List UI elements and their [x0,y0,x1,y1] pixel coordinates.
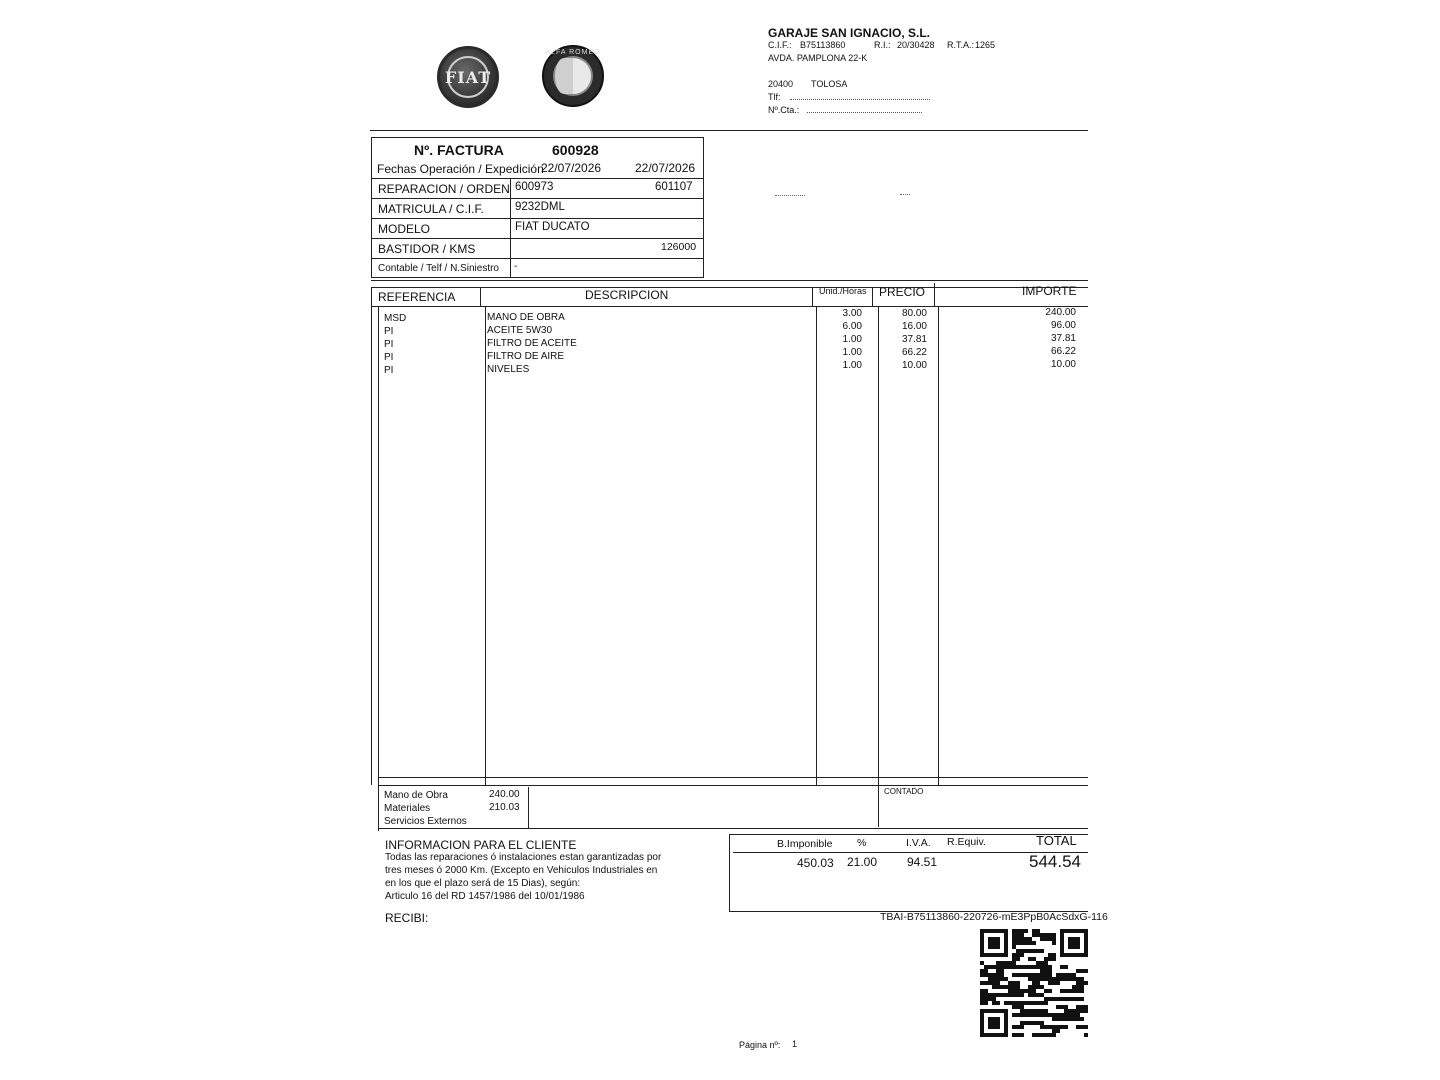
contact-value: - [514,261,518,272]
client-info-line: Articulo 16 del RD 1457/1986 del 10/01/1986 [385,891,585,902]
total-label: TOTAL [1036,833,1077,848]
row-reference: PI [384,365,394,376]
row-description: ACEITE 5W30 [487,325,553,336]
company-postal-code: 20400 [768,79,794,89]
row-units: 1.00 [842,334,862,345]
operation-date: 22/07/2026 [541,161,602,175]
company-address: AVDA. PAMPLONA 22-K [768,53,868,63]
alfa-logo-text: ALFA ROMEO [545,49,601,56]
labor-label: Mano de Obra [384,790,448,801]
model-label: MODELO [378,222,431,236]
client-info-line: Todas las reparaciones ó instalaciones estan garantizadas por [385,852,662,863]
row-units: 3.00 [842,308,862,319]
company-tel-label: Tlf: [768,92,781,102]
row-reference: MSD [384,313,407,324]
plate-label: MATRICULA / C.I.F. [378,202,484,216]
row-amount: 96.00 [1050,320,1076,331]
row-description: FILTRO DE ACEITE [487,338,577,349]
client-info-title: INFORMACION PARA EL CLIENTE [385,838,577,852]
dates-label: Fechas Operación / Expedición [377,162,544,176]
materials-value: 210.03 [489,802,520,813]
row-price: 80.00 [901,308,927,319]
received-label: RECIBI: [385,911,429,925]
model-value: FIAT DUCATO [515,221,590,233]
iva-value: 94.51 [907,855,938,869]
row-description: FILTRO DE AIRE [487,351,565,362]
order-number: 601107 [655,181,693,193]
company-rta-label: R.T.A.: [947,40,975,50]
header-reference: REFERENCIA [378,290,456,304]
header-divider [370,130,1088,131]
header-price: PRECIO [879,285,926,299]
alfa-romeo-logo [542,45,604,107]
plate-value: 9232DML [515,201,565,213]
qr-code-icon [980,928,1088,1038]
client-info-line: tres meses ó 2000 Km. (Excepto en Vehiculos Industriales en [385,865,658,876]
row-amount: 37.81 [1050,333,1076,344]
row-reference: PI [384,326,394,337]
requiv-label: R.Equiv. [947,836,986,848]
invoice-number-label: Nº. FACTURA [414,142,504,158]
labor-value: 240.00 [489,789,520,800]
client-info-line: en los que el plazo será de 15 Dias), según: [385,878,581,889]
row-price: 10.00 [901,360,927,371]
redacted-phone [790,99,930,100]
company-ri: 20/30428 [897,40,935,50]
pct-value: 21.00 [847,855,878,869]
row-reference: PI [384,339,394,350]
row-description: NIVELES [487,364,530,375]
repair-number: 600973 [515,181,554,193]
row-price: 66.22 [901,347,927,358]
company-cif-label: C.I.F.: [768,40,792,50]
invoice-number: 600928 [552,142,599,158]
row-amount: 10.00 [1050,359,1076,370]
row-price: 37.81 [901,334,927,345]
materials-label: Materiales [384,803,431,814]
row-amount: 66.22 [1050,346,1076,357]
total-value: 544.54 [1029,852,1081,871]
contact-label: Contable / Telf / N.Siniestro [378,263,499,274]
tbai-code: TBAI-B75113860-220726-mE3PpB0AcSdxG-116 [880,911,1108,923]
redacted-account [807,112,922,113]
row-units: 1.00 [842,360,862,371]
page-label: Página nº: [739,1040,781,1050]
page-number: 1 [792,1039,798,1049]
fiat-logo [437,46,499,108]
header-units: Unid./Horas [819,286,867,296]
row-description: MANO DE OBRA [487,312,565,323]
external-services-label: Servicios Externos [384,816,467,827]
redacted-client-info [775,195,805,196]
iva-label: I.V.A. [906,837,931,849]
repair-order-label: REPARACION / ORDEN [378,182,510,196]
header-amount: IMPORTE [1022,284,1077,298]
pct-label: % [857,837,867,849]
alfa-logo-emblem [553,56,593,96]
fiat-logo-text: FIAT [444,68,492,87]
header-description: DESCRIPCION [585,288,669,302]
base-value: 450.03 [797,856,834,870]
row-price: 16.00 [901,321,927,332]
kms-value: 126000 [661,241,697,253]
company-account-label: Nº.Cta.: [768,105,800,115]
company-ri-label: R.I.: [874,40,891,50]
payment-method: CONTADO [884,787,924,796]
base-label: B.Imponible [777,838,833,850]
row-units: 1.00 [842,347,862,358]
row-amount: 240.00 [1045,307,1076,318]
chassis-kms-label: BASTIDOR / KMS [378,242,476,256]
row-reference: PI [384,352,394,363]
issue-date: 22/07/2026 [635,161,696,175]
company-cif: B75113860 [800,40,846,50]
company-name: GARAJE SAN IGNACIO, S.L. [768,26,931,40]
row-units: 6.00 [842,321,862,332]
company-city: TOLOSA [811,79,848,89]
company-rta: 1265 [975,40,996,50]
